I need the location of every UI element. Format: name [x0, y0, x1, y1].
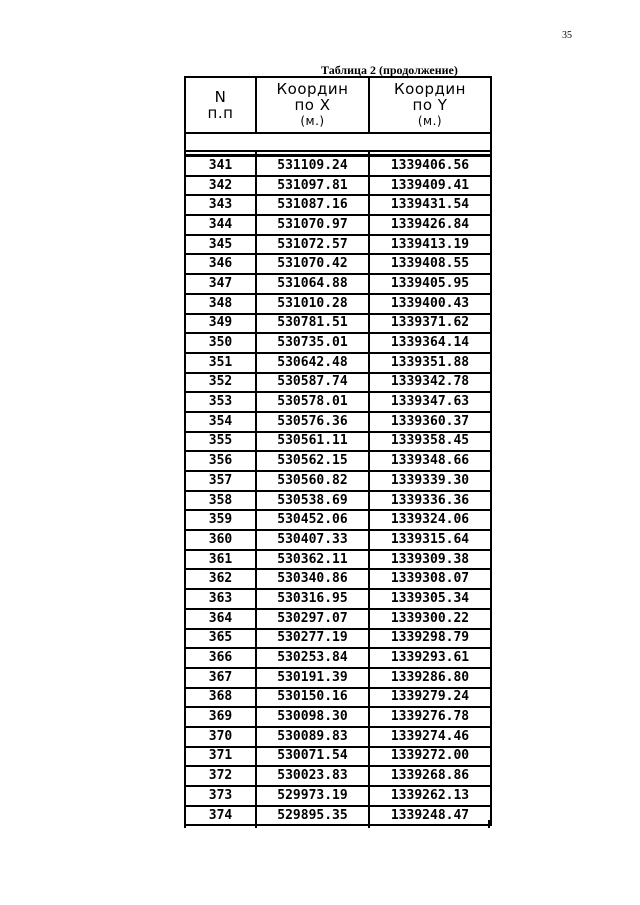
- cell-y: 1339371.62: [369, 314, 491, 334]
- table-row: [185, 176, 491, 196]
- table-row: [185, 530, 491, 550]
- header-number: [185, 77, 256, 133]
- cell-number: 342: [185, 176, 256, 196]
- cell-number: 362: [185, 569, 256, 589]
- cell-number: 365: [185, 629, 256, 649]
- cell-x: 530191.39: [256, 668, 369, 688]
- cell-y: 1339351.88: [369, 353, 491, 373]
- table-row: [185, 254, 491, 274]
- column-divider: [255, 820, 257, 828]
- header-x-unit: (м.): [300, 114, 325, 128]
- cell-y: 1339347.63: [369, 392, 491, 412]
- cell-y: 1339279.24: [369, 688, 491, 708]
- cell-x: 530578.01: [256, 392, 369, 412]
- cell-y: 1339408.55: [369, 254, 491, 274]
- table-row: [185, 215, 491, 235]
- cell-number: 350: [185, 333, 256, 353]
- table-row: [185, 569, 491, 589]
- table-row: [185, 412, 491, 432]
- cell-x: 530150.16: [256, 688, 369, 708]
- cell-x: 530576.36: [256, 412, 369, 432]
- table-row: [185, 451, 491, 471]
- cell-x: 530340.86: [256, 569, 369, 589]
- cell-x: 530297.07: [256, 609, 369, 629]
- cell-number: 369: [185, 707, 256, 727]
- cell-x: 530587.74: [256, 373, 369, 393]
- cell-x: 530781.51: [256, 314, 369, 334]
- cell-x: 531097.81: [256, 176, 369, 196]
- table-row: [185, 314, 491, 334]
- spacer-row: [185, 133, 491, 151]
- cell-number: 345: [185, 235, 256, 255]
- table-row: [185, 333, 491, 353]
- table-row: [185, 668, 491, 688]
- cell-number: 343: [185, 195, 256, 215]
- page-number: 35: [562, 30, 572, 41]
- table-row: [185, 727, 491, 747]
- cell-y: 1339342.78: [369, 373, 491, 393]
- cell-number: 359: [185, 510, 256, 530]
- cell-number: 374: [185, 806, 256, 826]
- header-x: [256, 77, 369, 133]
- cell-y: 1339339.30: [369, 471, 491, 491]
- header-number-line1: N: [214, 88, 227, 106]
- cell-x: 530316.95: [256, 589, 369, 609]
- header-y-unit: (м.): [417, 114, 443, 128]
- cell-number: 353: [185, 392, 256, 412]
- cell-number: 349: [185, 314, 256, 334]
- cell-number: 354: [185, 412, 256, 432]
- cell-x: 531072.57: [256, 235, 369, 255]
- cell-x: 531070.97: [256, 215, 369, 235]
- cell-number: 356: [185, 451, 256, 471]
- cell-y: 1339274.46: [369, 727, 491, 747]
- cell-y: 1339309.38: [369, 550, 491, 570]
- cell-y: 1339431.54: [369, 195, 491, 215]
- cell-number: 363: [185, 589, 256, 609]
- cell-number: 366: [185, 648, 256, 668]
- table-row: [185, 235, 491, 255]
- cell-number: 348: [185, 294, 256, 314]
- cell-y: 1339336.36: [369, 491, 491, 511]
- cell-number: 371: [185, 747, 256, 767]
- cell-x: 530538.69: [256, 491, 369, 511]
- cell-x: 530735.01: [256, 333, 369, 353]
- cell-y: 1339364.14: [369, 333, 491, 353]
- cell-x: 530642.48: [256, 353, 369, 373]
- table-header: [185, 77, 491, 133]
- cell-number: 347: [185, 274, 256, 294]
- table-row: [185, 353, 491, 373]
- spacer-cell: [185, 133, 491, 151]
- cell-number: 361: [185, 550, 256, 570]
- column-divider: [368, 820, 370, 828]
- header-y-line2: по Y: [412, 96, 448, 114]
- cell-x: 531070.42: [256, 254, 369, 274]
- cell-y: 1339308.07: [369, 569, 491, 589]
- cell-x: 530562.15: [256, 451, 369, 471]
- table-continuation-lines: [184, 820, 490, 828]
- table-row: [185, 294, 491, 314]
- table-row: [185, 432, 491, 452]
- cell-x: 530277.19: [256, 629, 369, 649]
- table-row: [185, 274, 491, 294]
- cell-y: 1339358.45: [369, 432, 491, 452]
- cell-y: 1339262.13: [369, 786, 491, 806]
- cell-number: 352: [185, 373, 256, 393]
- header-x-line1: Координ: [276, 80, 349, 98]
- cell-number: 370: [185, 727, 256, 747]
- cell-x: 530089.83: [256, 727, 369, 747]
- table-row: [185, 648, 491, 668]
- cell-x: 530561.11: [256, 432, 369, 452]
- cell-number: 351: [185, 353, 256, 373]
- cell-x: 529973.19: [256, 786, 369, 806]
- cell-x: 530560.82: [256, 471, 369, 491]
- cell-y: 1339305.34: [369, 589, 491, 609]
- cell-x: 531064.88: [256, 274, 369, 294]
- table-row: [185, 195, 491, 215]
- header-y-line1: Координ: [394, 80, 466, 98]
- coordinates-table: [184, 76, 492, 826]
- cell-x: 530098.30: [256, 707, 369, 727]
- header-y: [369, 77, 491, 133]
- table-row: [185, 392, 491, 412]
- cell-x: 530253.84: [256, 648, 369, 668]
- cell-y: 1339300.22: [369, 609, 491, 629]
- table-row: [185, 550, 491, 570]
- cell-y: 1339405.95: [369, 274, 491, 294]
- table-row: [185, 766, 491, 786]
- cell-y: 1339293.61: [369, 648, 491, 668]
- header-number-line2: п.п: [207, 104, 234, 122]
- cell-y: 1339409.41: [369, 176, 491, 196]
- cell-y: 1339272.00: [369, 747, 491, 767]
- cell-y: 1339400.43: [369, 294, 491, 314]
- table-row: [185, 629, 491, 649]
- cell-number: 344: [185, 215, 256, 235]
- table-row: [185, 786, 491, 806]
- cell-y: 1339324.06: [369, 510, 491, 530]
- cell-number: 364: [185, 609, 256, 629]
- cell-y: 1339248.47: [369, 806, 491, 826]
- cell-y: 1339406.56: [369, 156, 491, 176]
- cell-y: 1339348.66: [369, 451, 491, 471]
- table-caption: Таблица 2 (продолжение): [321, 63, 458, 77]
- coordinates-table-container: [184, 76, 490, 826]
- cell-x: 530023.83: [256, 766, 369, 786]
- table-row: [185, 373, 491, 393]
- cell-x: 529895.35: [256, 806, 369, 826]
- cell-number: 358: [185, 491, 256, 511]
- table-row: [185, 510, 491, 530]
- table-body: [185, 133, 491, 825]
- cell-number: 360: [185, 530, 256, 550]
- cell-y: 1339268.86: [369, 766, 491, 786]
- header-x-line2: по X: [294, 96, 331, 114]
- table-row: [185, 707, 491, 727]
- cell-number: 373: [185, 786, 256, 806]
- cell-number: 357: [185, 471, 256, 491]
- table-row: [185, 589, 491, 609]
- cell-y: 1339298.79: [369, 629, 491, 649]
- cell-y: 1339426.84: [369, 215, 491, 235]
- table-row: [185, 156, 491, 176]
- cell-number: 372: [185, 766, 256, 786]
- cell-y: 1339286.80: [369, 668, 491, 688]
- cell-number: 341: [185, 156, 256, 176]
- cell-number: 355: [185, 432, 256, 452]
- table-row: [185, 747, 491, 767]
- table-row: [185, 688, 491, 708]
- cell-number: 346: [185, 254, 256, 274]
- cell-x: 531010.28: [256, 294, 369, 314]
- table-row: [185, 471, 491, 491]
- cell-number: 368: [185, 688, 256, 708]
- cell-y: 1339276.78: [369, 707, 491, 727]
- cell-x: 530452.06: [256, 510, 369, 530]
- cell-x: 531087.16: [256, 195, 369, 215]
- table-row: [185, 609, 491, 629]
- cell-x: 530407.33: [256, 530, 369, 550]
- cell-x: 530362.11: [256, 550, 369, 570]
- cell-x: 531109.24: [256, 156, 369, 176]
- cell-x: 530071.54: [256, 747, 369, 767]
- cell-y: 1339315.64: [369, 530, 491, 550]
- cell-y: 1339413.19: [369, 235, 491, 255]
- table-row: [185, 491, 491, 511]
- cell-number: 367: [185, 668, 256, 688]
- cell-y: 1339360.37: [369, 412, 491, 432]
